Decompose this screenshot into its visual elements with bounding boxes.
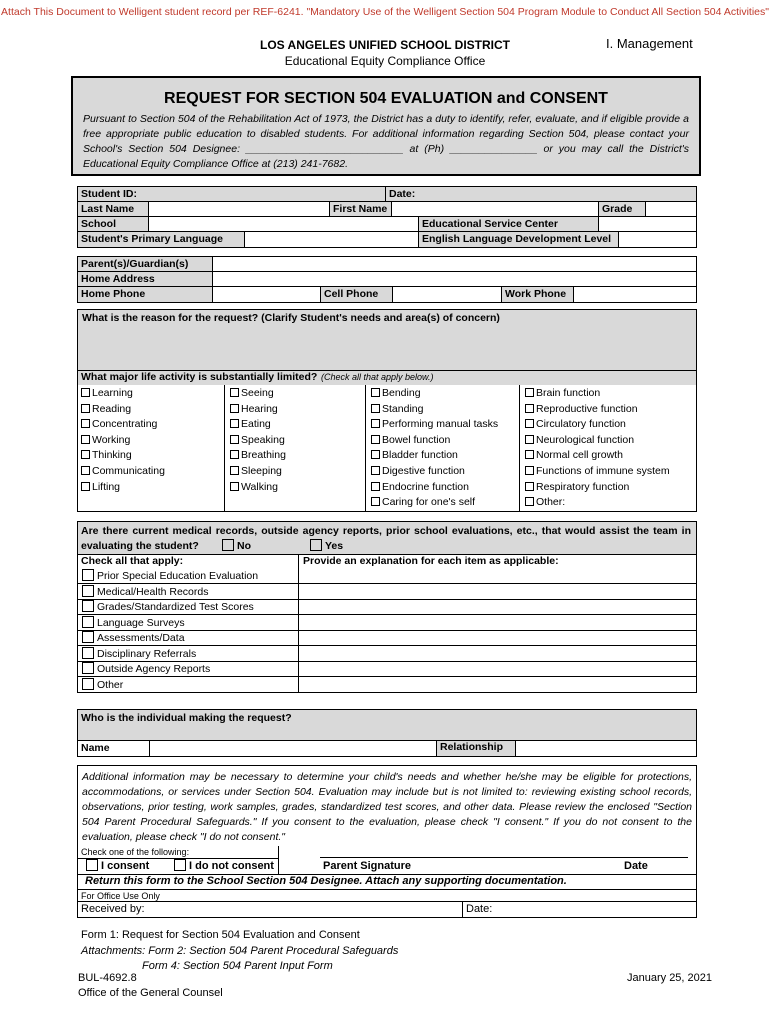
life-activity-label: Circulatory function <box>536 418 626 431</box>
life-activity-option[interactable] <box>525 465 670 477</box>
record-checkbox[interactable] <box>82 569 94 581</box>
record-item[interactable] <box>82 678 123 691</box>
footer-form1: Form 1: Request for Section 504 Evaluation and Consent <box>81 929 360 941</box>
life-activity-option[interactable] <box>371 465 465 477</box>
checkbox[interactable] <box>81 435 90 444</box>
life-activity-label: Neurological function <box>536 433 635 446</box>
life-activity-option[interactable] <box>525 418 626 430</box>
eld-level-label: English Language Development Level <box>418 231 619 248</box>
life-activity-label: Breathing <box>241 449 286 462</box>
record-checkbox[interactable] <box>82 662 94 674</box>
record-checkbox[interactable] <box>82 616 94 628</box>
life-activity-label: Other: <box>536 496 566 509</box>
office-name: Educational Equity Compliance Office <box>284 54 486 68</box>
first-name-field[interactable] <box>391 201 599 217</box>
record-label: Outside Agency Reports <box>97 663 211 675</box>
life-activity-option[interactable] <box>230 449 286 461</box>
last-name-field[interactable] <box>148 201 330 217</box>
school-field[interactable] <box>148 216 419 232</box>
life-activity-label: Bending <box>382 387 421 399</box>
records-box <box>77 521 697 693</box>
checkbox[interactable] <box>230 388 239 397</box>
life-activity-option[interactable] <box>81 403 131 415</box>
record-item[interactable] <box>82 662 210 675</box>
checkbox[interactable] <box>525 497 534 506</box>
relationship-label: Relationship <box>437 741 515 756</box>
life-activity-label: Learning <box>92 387 133 399</box>
record-label: Other <box>97 678 124 691</box>
checkbox[interactable] <box>81 466 90 475</box>
life-activity-label: Communicating <box>92 465 165 477</box>
life-activity-option[interactable] <box>371 449 458 461</box>
school-label: School <box>77 216 149 232</box>
life-activity-option[interactable] <box>81 465 165 477</box>
life-activity-label: Sleeping <box>241 465 282 477</box>
life-activity-label: Bladder function <box>382 449 458 462</box>
life-activity-label: Standing <box>382 402 424 415</box>
check-one-label: Check one of the following: <box>81 847 190 857</box>
life-activity-label: Eating <box>241 418 271 431</box>
record-checkbox[interactable] <box>82 585 94 597</box>
section-label: I. Management <box>606 36 693 51</box>
checkbox[interactable] <box>371 497 380 506</box>
yes-checkbox[interactable] <box>310 539 322 551</box>
checkbox[interactable] <box>371 482 380 491</box>
check-all-label: Check all that apply: <box>81 555 184 567</box>
checkbox[interactable] <box>81 404 90 413</box>
life-activity-label: Speaking <box>241 433 285 446</box>
record-label: Language Surveys <box>97 616 185 629</box>
last-name-label: Last Name <box>77 201 149 217</box>
life-activity-option[interactable] <box>230 434 285 446</box>
checkbox[interactable] <box>230 419 239 428</box>
explain-label: Provide an explanation for each item as applicable: <box>303 555 559 567</box>
home-phone-field[interactable] <box>212 286 321 303</box>
checkbox[interactable] <box>230 482 239 491</box>
relationship-field[interactable] <box>516 741 695 756</box>
esc-field[interactable] <box>598 216 697 232</box>
life-activity-option[interactable] <box>371 481 469 493</box>
record-label: Assessments/Data <box>97 632 185 644</box>
life-activity-label: Working <box>92 433 131 446</box>
primary-language-label: Student's Primary Language <box>77 231 245 248</box>
life-activity-option[interactable] <box>81 418 157 430</box>
consent-checkbox[interactable] <box>86 859 98 871</box>
checkbox[interactable] <box>371 419 380 428</box>
life-activity-option[interactable] <box>525 481 629 493</box>
life-activity-box <box>77 370 697 512</box>
life-activity-label: Brain function <box>536 387 601 399</box>
checkbox[interactable] <box>525 466 534 475</box>
home-phone-label: Home Phone <box>77 286 213 303</box>
life-activity-label: Bowel function <box>382 433 451 446</box>
life-activity-option[interactable] <box>81 481 120 493</box>
guardians-label: Parent(s)/Guardian(s) <box>77 256 213 272</box>
life-activity-label: Walking <box>241 480 278 493</box>
checkbox[interactable] <box>81 419 90 428</box>
life-activity-option[interactable] <box>230 465 282 477</box>
life-activity-header <box>78 371 696 385</box>
cell-phone-label: Cell Phone <box>320 286 393 303</box>
cell-phone-field[interactable] <box>392 286 502 303</box>
checkbox[interactable] <box>81 450 90 459</box>
footer-form4: Form 4: Section 504 Parent Input Form <box>142 960 333 972</box>
life-activity-label: Normal cell growth <box>536 449 623 462</box>
life-activity-label: Lifting <box>92 480 121 493</box>
requester-name-label: Name <box>81 742 110 754</box>
records-yes-option[interactable] <box>310 539 343 552</box>
life-activity-option[interactable] <box>371 387 421 399</box>
record-item[interactable] <box>82 585 208 598</box>
life-activity-label: Performing manual tasks <box>382 418 499 431</box>
requester-box <box>77 709 697 757</box>
date-label: Date: <box>385 186 697 202</box>
life-activity-label: Reading <box>92 402 132 415</box>
signature-line[interactable] <box>320 857 688 858</box>
record-item[interactable] <box>82 647 196 660</box>
consent-col-divider <box>278 846 279 874</box>
footer-date: January 25, 2021 <box>627 972 713 984</box>
checkbox[interactable] <box>81 482 90 491</box>
home-address-field[interactable] <box>212 271 697 287</box>
life-activity-label: Endocrine function <box>382 480 469 493</box>
esc-label: Educational Service Center <box>418 216 599 232</box>
record-item[interactable] <box>82 631 185 644</box>
reason-label: What is the reason for the request? (Clarify Student's needs and area(s) of concern) <box>82 312 500 324</box>
life-activity-option[interactable] <box>525 403 638 415</box>
record-row-line <box>78 676 696 677</box>
footer-attachments: Attachments: Form 2: Section 504 Parent Procedural Safeguards <box>81 945 399 957</box>
eld-level-field[interactable] <box>618 231 697 248</box>
checkbox[interactable] <box>525 419 534 428</box>
life-activity-label: What major life activity is substantially limited? <box>81 371 318 383</box>
checkbox[interactable] <box>81 388 90 397</box>
life-activity-option[interactable] <box>371 496 475 508</box>
guardians-field[interactable] <box>212 256 697 272</box>
first-name-label: First Name <box>329 201 392 217</box>
received-by-label[interactable]: Received by: <box>77 901 463 918</box>
record-checkbox[interactable] <box>82 647 94 659</box>
checkbox[interactable] <box>371 404 380 413</box>
life-activity-label: Thinking <box>92 449 132 462</box>
life-activity-option[interactable] <box>525 387 600 399</box>
record-item[interactable] <box>82 569 258 582</box>
life-activity-option[interactable] <box>230 403 278 415</box>
records-question-text: Are there current medical records, outside agency reports, prior school evaluations, etc., that would assist the team in evaluating the student? <box>81 525 691 552</box>
checkbox[interactable] <box>230 435 239 444</box>
record-label: Grades/Standardized Test Scores <box>97 601 254 613</box>
record-label: Disciplinary Referrals <box>97 647 197 660</box>
life-activity-option[interactable] <box>525 434 634 446</box>
life-activity-option[interactable] <box>230 418 271 430</box>
life-activity-option[interactable] <box>230 387 274 399</box>
parent-signature-label: Parent Signature <box>323 860 412 872</box>
record-label: Prior Special Education Evaluation <box>97 570 259 582</box>
checkbox[interactable] <box>525 435 534 444</box>
life-activity-label: Caring for one's self <box>382 496 476 509</box>
checkbox[interactable] <box>525 388 534 397</box>
checkbox[interactable] <box>371 466 380 475</box>
record-checkbox[interactable] <box>82 600 94 612</box>
no-checkbox[interactable] <box>222 539 234 551</box>
grade-label: Grade <box>598 201 646 217</box>
page-title: REQUEST FOR SECTION 504 EVALUATION and CONSENT <box>164 90 608 107</box>
no-consent-option[interactable] <box>174 859 274 872</box>
checkbox[interactable] <box>230 450 239 459</box>
office-date-label[interactable]: Date: <box>462 901 697 918</box>
life-activity-option[interactable] <box>371 418 498 430</box>
consent-option[interactable] <box>86 859 149 872</box>
primary-language-field[interactable] <box>244 231 419 248</box>
requester-name-field[interactable] <box>150 741 435 756</box>
checkbox[interactable] <box>525 404 534 413</box>
life-activity-label: Hearing <box>241 402 278 415</box>
checkbox[interactable] <box>371 450 380 459</box>
records-col-divider <box>298 554 299 692</box>
requester-question: Who is the individual making the request? <box>81 712 292 724</box>
checkbox[interactable] <box>371 435 380 444</box>
life-activity-note: (Check all that apply below.) <box>321 372 434 382</box>
col-divider-3 <box>519 385 520 511</box>
title-box <box>71 76 701 176</box>
office-use-label: For Office Use Only <box>77 889 697 902</box>
yes-label: Yes <box>325 540 344 552</box>
life-activity-option[interactable] <box>371 434 450 446</box>
life-activity-option[interactable] <box>525 496 565 508</box>
col-divider-1 <box>224 385 225 511</box>
life-activity-label: Respiratory function <box>536 480 630 493</box>
checkbox[interactable] <box>371 388 380 397</box>
consent-text: Additional information may be necessary to determine your child's needs and whether he/she may be eligible for protections, accommodations, or services under Section 504. Evaluation may include but is not limited to: reviewing existing school records, observations, prior testing, work samples, grades, standardized test scores, and other data. Please review the enclosed "Section 504 Parent Procedural Safeguards." If you consent to the evaluation, please check "I consent." If you do not consent to the evaluation, please check "I do not consent." <box>82 771 692 843</box>
life-activity-option[interactable] <box>81 387 133 399</box>
life-activity-option[interactable] <box>230 481 278 493</box>
no-consent-label: I do not consent <box>189 860 274 872</box>
return-note: Return this form to the School Section 504 Designee. Attach any supporting documentation. <box>85 875 567 887</box>
work-phone-field[interactable] <box>573 286 697 303</box>
col-divider-2 <box>365 385 366 511</box>
intro-text: Pursuant to Section 504 of the Rehabilitation Act of 1973, the District has a duty to identify, refer, evaluate, and if eligible provide a free appropriate public education to disabled students. For additional information regarding Section 504, please contact your School's Section 504 Designee: ___________________________ at (Ph) _______________ or you may call the District's Educational Equity Compliance Office at (213) 241-7682. <box>83 113 689 170</box>
work-phone-label: Work Phone <box>501 286 574 303</box>
checkbox[interactable] <box>230 404 239 413</box>
no-label: No <box>237 540 251 552</box>
life-activity-option[interactable] <box>81 434 130 446</box>
record-checkbox[interactable] <box>82 631 94 643</box>
checkbox[interactable] <box>525 450 534 459</box>
grade-field[interactable] <box>645 201 697 217</box>
student-id-label: Student ID: <box>77 186 386 202</box>
record-item[interactable] <box>82 616 185 629</box>
record-label: Medical/Health Records <box>97 585 209 598</box>
checkbox[interactable] <box>230 466 239 475</box>
records-question <box>81 524 691 554</box>
life-activity-label: Concentrating <box>92 418 158 431</box>
reason-box[interactable] <box>77 309 697 371</box>
check-box-top <box>78 858 278 859</box>
life-activity-option[interactable] <box>525 449 623 461</box>
life-activity-label: Digestive function <box>382 465 465 477</box>
checkbox[interactable] <box>525 482 534 491</box>
no-consent-checkbox[interactable] <box>174 859 186 871</box>
top-note: Attach This Document to Welligent student record per REF-6241. "Mandatory Use of the Welligent Section 504 Program Module to Conduct All Section 504 Activities" <box>1 6 769 18</box>
signature-date-label: Date <box>624 860 648 872</box>
record-checkbox[interactable] <box>82 678 94 690</box>
record-item[interactable] <box>82 600 254 613</box>
district-name: LOS ANGELES UNIFIED SCHOOL DISTRICT <box>259 38 510 52</box>
consent-box <box>77 765 697 890</box>
life-activity-option[interactable] <box>81 449 132 461</box>
life-activity-label: Seeing <box>241 387 274 399</box>
consent-label: I consent <box>101 860 150 872</box>
life-activity-option[interactable] <box>371 403 423 415</box>
records-no-option[interactable] <box>222 539 251 552</box>
footer-office: Office of the General Counsel <box>78 987 223 999</box>
life-activity-label: Functions of immune system <box>536 465 670 477</box>
life-activity-label: Reproductive function <box>536 402 638 415</box>
footer-bul: BUL-4692.8 <box>78 972 137 984</box>
home-address-label: Home Address <box>77 271 213 287</box>
